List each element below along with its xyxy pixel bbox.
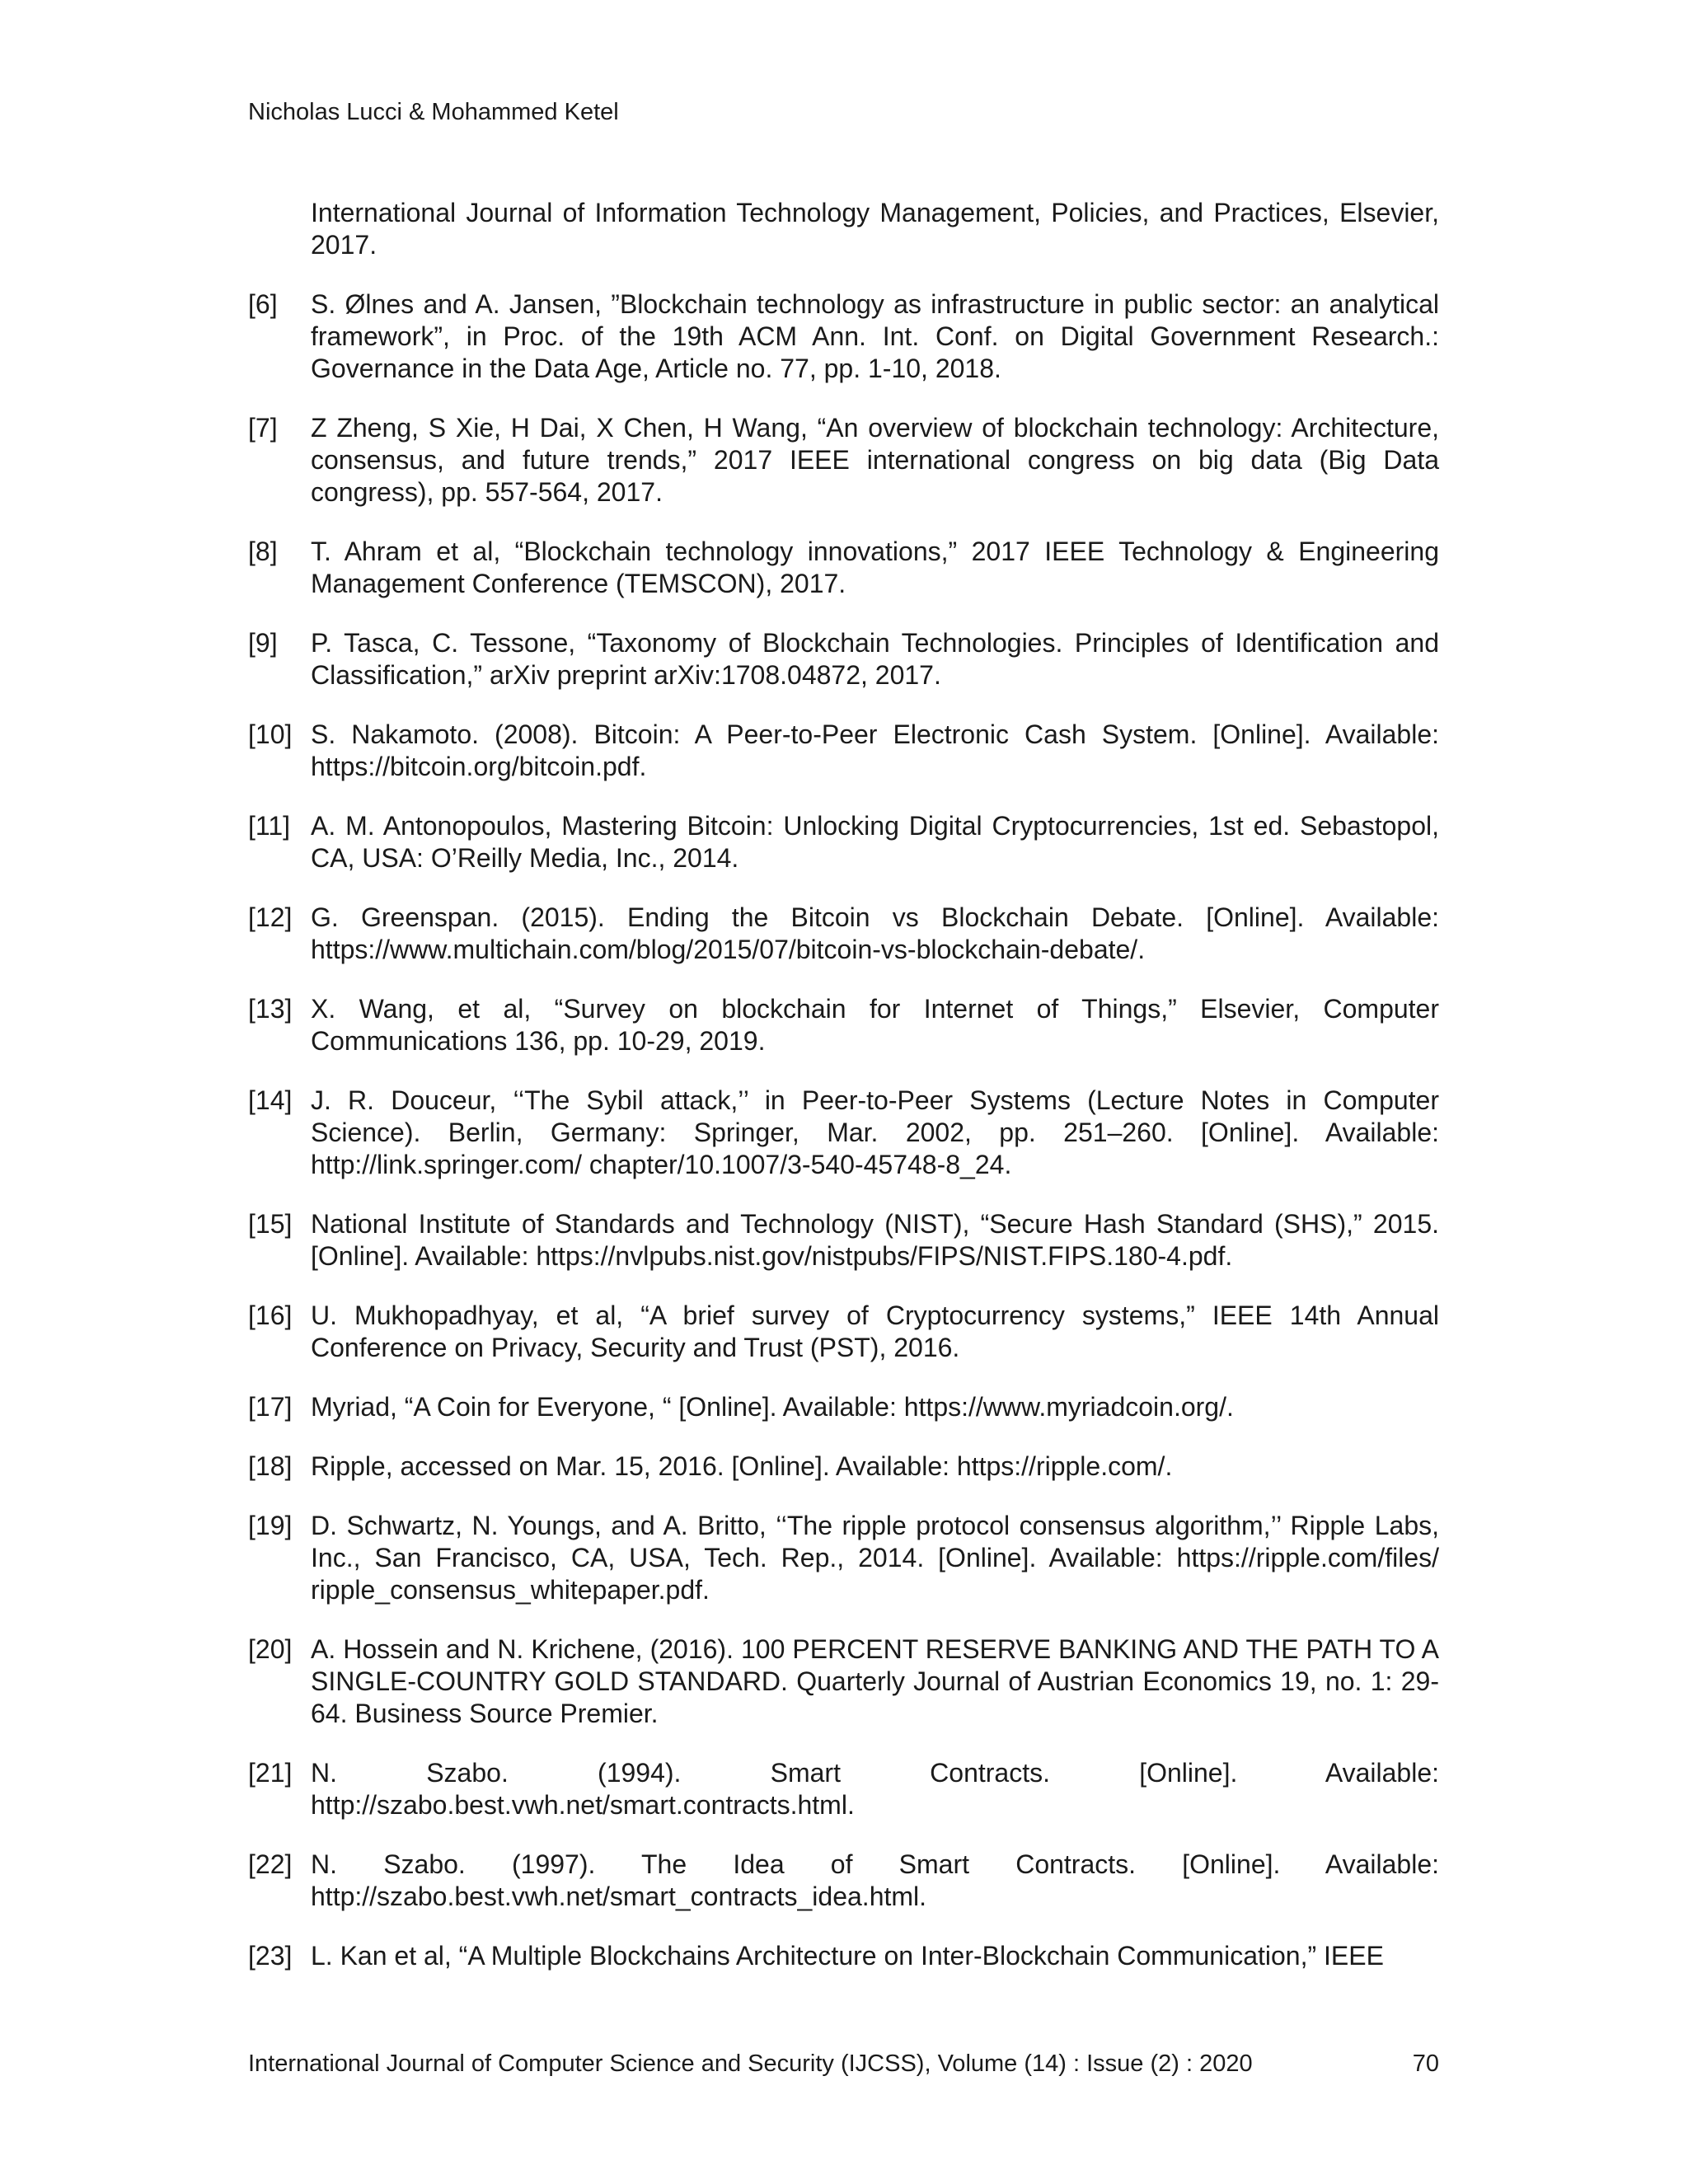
reference-text: Ripple, accessed on Mar. 15, 2016. [Online]. Available: https://ripple.com/.	[311, 1451, 1173, 1481]
reference-text: A. M. Antonopoulos, Mastering Bitcoin: Unlocking Digital Cryptocurrencies, 1st ed. Sebastopol, CA, USA: O’Reilly Media, Inc., 2014.	[311, 811, 1439, 873]
reference-text: S. Ølnes and A. Jansen, ”Blockchain technology as infrastructure in public sector: an analytical framework”, in Proc. of the 19th ACM Ann. Int. Conf. on Digital Government Research.: Governance in the Data Age, Article no. 77, pp. 1-10, 2018.	[311, 289, 1439, 383]
reference-text: D. Schwartz, N. Youngs, and A. Britto, ‘‘The ripple protocol consensus algorithm,’’ Ripple Labs, Inc., San Francisco, CA, USA, Tech. Rep., 2014. [Online]. Available: https://ripple.com/files/ ripple_consensus_whitepaper.pdf.	[311, 1511, 1439, 1605]
reference-text: Myriad, “A Coin for Everyone, “ [Online]. Available: https://www.myriadcoin.org/.	[311, 1392, 1234, 1422]
reference-number: [15]	[248, 1209, 293, 1239]
reference-item	[248, 1208, 1439, 1272]
reference-text: X. Wang, et al, “Survey on blockchain for Internet of Things,” Elsevier, Computer Communications 136, pp. 10-29, 2019.	[311, 994, 1439, 1056]
page-number: 70	[1412, 2050, 1439, 2077]
reference-number: [23]	[248, 1941, 293, 1971]
footer-journal-citation: International Journal of Computer Science and Security (IJCSS), Volume (14) : Issue (2) : 2020	[248, 2050, 1253, 2077]
reference-item	[248, 1849, 1439, 1913]
reference-text: N. Szabo. (1994). Smart Contracts. [Online]. Available: http://szabo.best.vwh.net/smart.contracts.html.	[311, 1758, 1439, 1820]
reference-number: [22]	[248, 1849, 293, 1879]
reference-number: [21]	[248, 1758, 293, 1788]
reference-item	[248, 1085, 1439, 1181]
reference-item	[248, 902, 1439, 966]
reference-number: [16]	[248, 1301, 293, 1330]
reference-text: J. R. Douceur, ‘‘The Sybil attack,’’ in Peer-to-Peer Systems (Lecture Notes in Computer Science). Berlin, Germany: Springer, Mar. 2002, pp. 251–260. [Online]. Available: http://link.springer.com/ chapter/10.1007/3-540-45748-8_24.	[311, 1085, 1439, 1179]
reference-text: A. Hossein and N. Krichene, (2016). 100 PERCENT RESERVE BANKING AND THE PATH TO A SINGLE-COUNTRY GOLD STANDARD. Quarterly Journal of Austrian Economics 19, no. 1: 29-64. Business Source Premier.	[311, 1634, 1439, 1728]
reference-text: N. Szabo. (1997). The Idea of Smart Contracts. [Online]. Available: http://szabo.best.vwh.net/smart_contracts_idea.html.	[311, 1849, 1439, 1911]
reference-number: [17]	[248, 1392, 293, 1422]
reference-item	[248, 197, 1439, 261]
running-head-authors: Nicholas Lucci & Mohammed Ketel	[248, 99, 619, 125]
reference-list	[248, 197, 1439, 1999]
reference-number: [13]	[248, 994, 293, 1024]
reference-item	[248, 1391, 1439, 1423]
reference-item	[248, 719, 1439, 783]
reference-text: Z Zheng, S Xie, H Dai, X Chen, H Wang, “An overview of blockchain technology: Architecture, consensus, and future trends,” 2017 IEEE international congress on big data (Big Data congress), pp. 557-564, 2017.	[311, 413, 1439, 507]
reference-number: [9]	[248, 628, 278, 658]
reference-text: National Institute of Standards and Technology (NIST), “Secure Hash Standard (SHS),” 2015. [Online]. Available: https://nvlpubs.nist.gov/nistpubs/FIPS/NIST.FIPS.180-4.pdf.	[311, 1209, 1439, 1271]
reference-item	[248, 810, 1439, 874]
reference-number: [6]	[248, 289, 278, 319]
reference-text: U. Mukhopadhyay, et al, “A brief survey of Cryptocurrency systems,” IEEE 14th Annual Conference on Privacy, Security and Trust (PST), 2016.	[311, 1301, 1439, 1362]
reference-item	[248, 1940, 1439, 1972]
reference-number: [10]	[248, 719, 293, 749]
reference-item	[248, 1633, 1439, 1730]
reference-number: [18]	[248, 1451, 293, 1481]
reference-number: [7]	[248, 413, 278, 443]
reference-text: P. Tasca, C. Tessone, “Taxonomy of Blockchain Technologies. Principles of Identification and Classification,” arXiv preprint arXiv:1708.04872, 2017.	[311, 628, 1439, 690]
reference-text: T. Ahram et al, “Blockchain technology innovations,” 2017 IEEE Technology & Engineering Management Conference (TEMSCON), 2017.	[311, 537, 1439, 598]
reference-item	[248, 288, 1439, 385]
reference-item	[248, 412, 1439, 509]
reference-item	[248, 1451, 1439, 1483]
reference-item	[248, 627, 1439, 691]
reference-text: International Journal of Information Technology Management, Policies, and Practices, Elsevier, 2017.	[311, 198, 1439, 260]
reference-number: [14]	[248, 1085, 293, 1115]
reference-item	[248, 536, 1439, 600]
reference-item	[248, 1757, 1439, 1821]
reference-number: [19]	[248, 1511, 293, 1540]
reference-text: S. Nakamoto. (2008). Bitcoin: A Peer-to-Peer Electronic Cash System. [Online]. Available: https://bitcoin.org/bitcoin.pdf.	[311, 719, 1439, 781]
reference-text: G. Greenspan. (2015). Ending the Bitcoin vs Blockchain Debate. [Online]. Available: https://www.multichain.com/blog/2015/07/bitcoin-vs-blockchain-debate/.	[311, 902, 1439, 964]
reference-item	[248, 1300, 1439, 1364]
reference-item	[248, 993, 1439, 1057]
reference-item	[248, 1510, 1439, 1606]
reference-number: [20]	[248, 1634, 293, 1664]
reference-text: L. Kan et al, “A Multiple Blockchains Architecture on Inter-Blockchain Communication,” IEEE	[311, 1941, 1384, 1971]
reference-number: [8]	[248, 537, 278, 566]
reference-number: [11]	[248, 811, 290, 841]
reference-number: [12]	[248, 902, 293, 932]
